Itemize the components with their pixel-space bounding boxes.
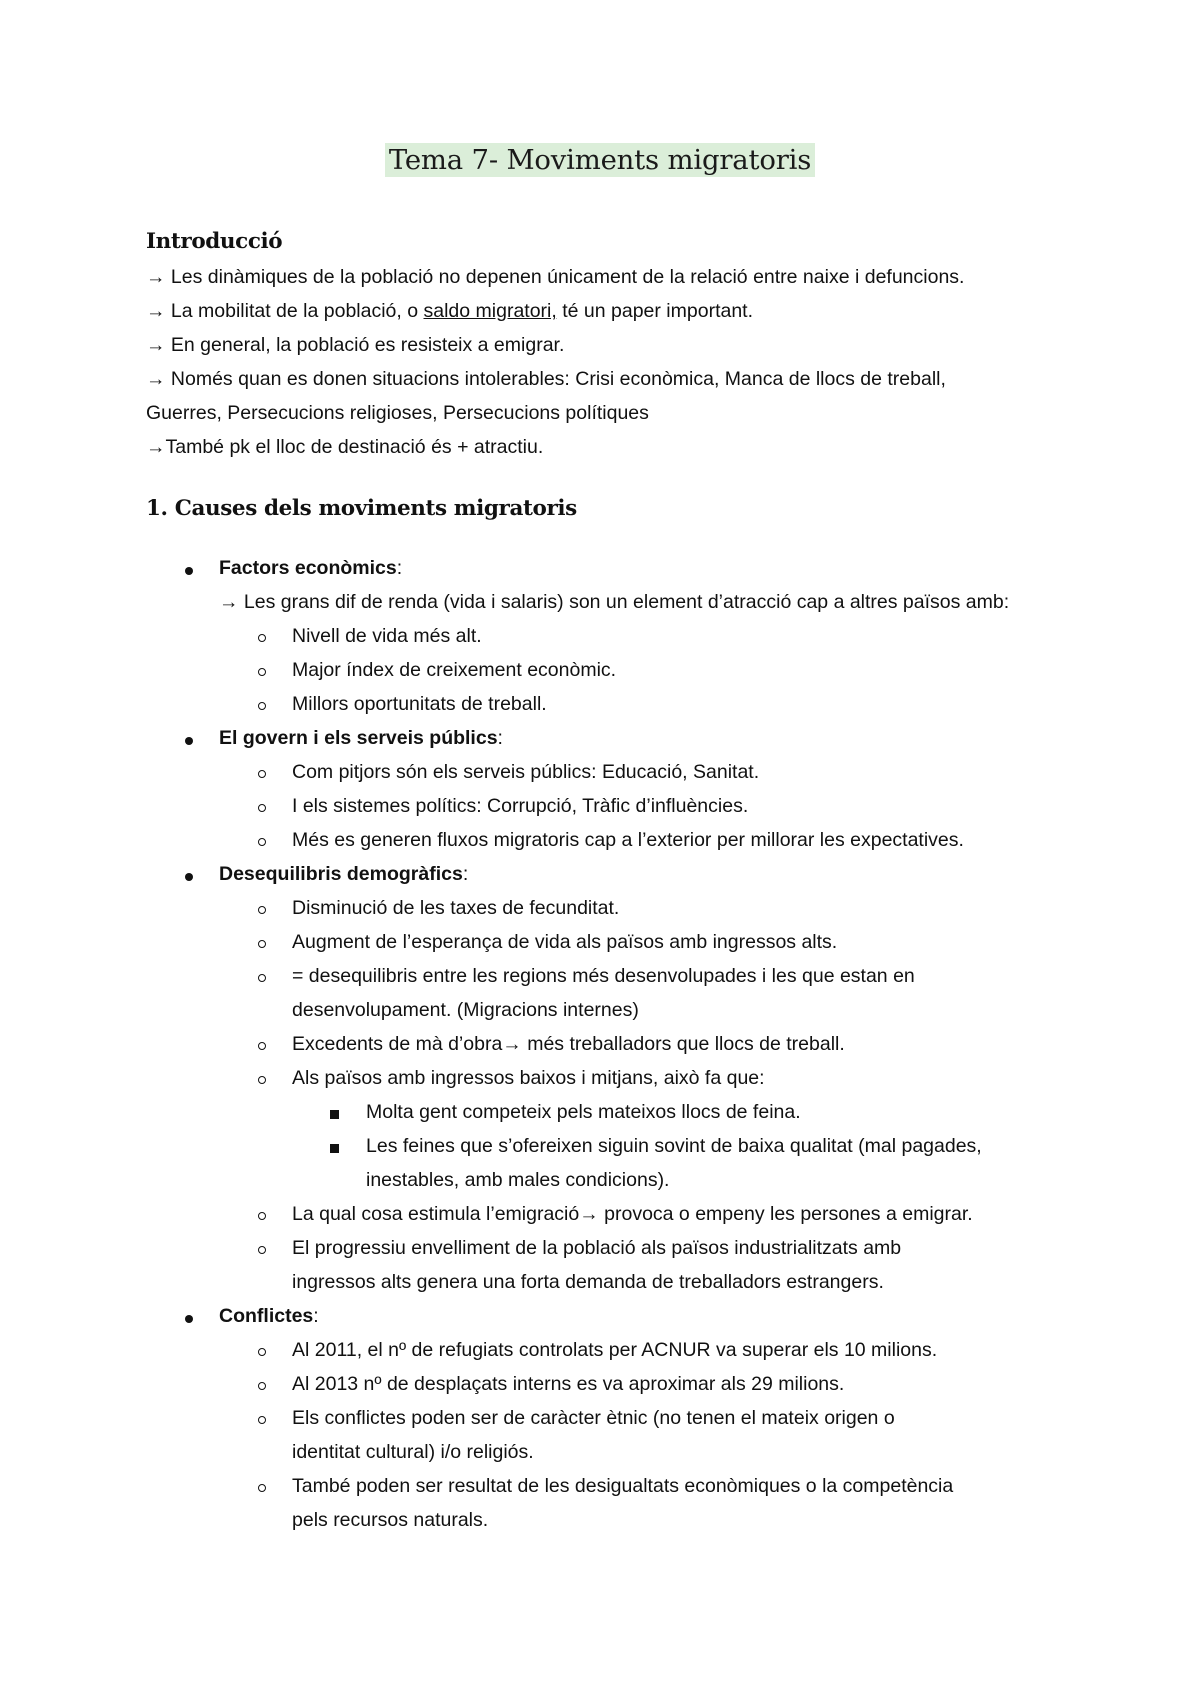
circle-bullet-icon (258, 702, 266, 710)
bullet-text (219, 727, 503, 750)
intro-line-2-start: → La mobilitat de la població, o (146, 300, 424, 322)
section1-heading: 1. Causes dels moviments migratoris (146, 496, 577, 521)
list-item-text: També poden ser resultat de les desigualtats econòmiques o la competència (292, 1475, 954, 1497)
list-item-text: El progressiu envelliment de la població als països industrialitzats amb (292, 1237, 902, 1259)
bullet-dot-icon (185, 737, 193, 745)
list-item-text: Millors oportunitats de treball. (292, 693, 547, 715)
sub-list-item-continuation: inestables, amb males condicions). (366, 1169, 670, 1191)
list-item-continuation: pels recursos naturals. (292, 1509, 489, 1531)
intro-line-3: → En general, la població es resisteix a emigrar. (146, 334, 565, 356)
bullet-dot-icon (185, 1315, 193, 1323)
circle-bullet-icon (258, 770, 266, 778)
list-item-text: Major índex de creixement econòmic. (292, 659, 617, 681)
list-item-text: Els conflictes poden ser de caràcter ètnic (no tenen el mateix origen o (292, 1407, 895, 1429)
circle-bullet-icon (258, 1042, 266, 1050)
circle-bullet-icon (258, 1484, 266, 1492)
list-item-text: Disminució de les taxes de fecunditat. (292, 897, 620, 919)
intro-line-2-end: té un paper important. (556, 300, 754, 322)
circle-bullet-icon (258, 1348, 266, 1356)
factors-arrow-line: → Les grans dif de renda (vida i salaris) son un element d’atracció cap a altres països amb: (219, 591, 1010, 613)
bullet-dot-icon (185, 873, 193, 881)
list-item-text: Com pitjors són els serveis públics: Educació, Sanitat. (292, 761, 760, 783)
list-item-text: Excedents de mà d’obra→ més treballadors que llocs de treball. (292, 1033, 845, 1055)
square-bullet-icon (330, 1110, 339, 1119)
intro-line-2 (146, 300, 753, 323)
square-bullet-icon (330, 1144, 339, 1153)
saldo-migratori-term: saldo migratori, (423, 300, 557, 322)
list-item-text: La qual cosa estimula l’emigració→ provoca o empeny les persones a emigrar. (292, 1203, 973, 1225)
circle-bullet-icon (258, 906, 266, 914)
circle-bullet-icon (258, 1076, 266, 1084)
list-item-continuation: desenvolupament. (Migracions internes) (292, 999, 639, 1021)
circle-bullet-icon (258, 804, 266, 812)
govern-colon: : (497, 727, 503, 749)
desequilibris-label: Desequilibris demogràfics (219, 863, 463, 885)
title-wrapper (0, 143, 1200, 177)
circle-bullet-icon (258, 1382, 266, 1390)
list-item-text: Al 2011, el nº de refugiats controlats per ACNUR va superar els 10 milions. (292, 1339, 938, 1361)
page-title: Tema 7- Moviments migratoris (385, 143, 815, 177)
conflictes-label: Conflictes (219, 1305, 314, 1327)
list-item-text: Augment de l’esperança de vida als països amb ingressos alts. (292, 931, 838, 953)
intro-line-1: → Les dinàmiques de la població no depenen únicament de la relació entre naixe i defuncions. (146, 266, 965, 288)
intro-heading: Introducció (146, 229, 283, 254)
circle-bullet-icon (258, 668, 266, 676)
circle-bullet-icon (258, 974, 266, 982)
list-item-text: Als països amb ingressos baixos i mitjans, això fa que: (292, 1067, 765, 1089)
conflictes-colon: : (313, 1305, 319, 1327)
bullet-text (219, 1305, 319, 1328)
factors-label: Factors econòmics (219, 557, 397, 579)
list-item-text: Nivell de vida més alt. (292, 625, 482, 647)
desequilibris-colon: : (462, 863, 469, 885)
intro-line-4: → Només quan es donen situacions intolerables: Crisi econòmica, Manca de llocs de treball, (146, 368, 946, 390)
intro-line-5: →També pk el lloc de destinació és + atractiu. (146, 436, 544, 458)
list-item-text: I els sistemes polítics: Corrupció, Tràfic d’influències. (292, 795, 749, 817)
circle-bullet-icon (258, 1246, 266, 1254)
sub-list-item-text: Molta gent competeix pels mateixos llocs de feina. (366, 1101, 801, 1123)
circle-bullet-icon (258, 634, 266, 642)
list-item-continuation: ingressos alts genera una forta demanda de treballadors estrangers. (292, 1271, 884, 1293)
list-item-text: Al 2013 nº de desplaçats interns es va aproximar als 29 milions. (292, 1373, 845, 1395)
circle-bullet-icon (258, 1416, 266, 1424)
circle-bullet-icon (258, 1212, 266, 1220)
bullet-text (219, 863, 468, 886)
bullet-text (219, 557, 402, 580)
govern-label: El govern i els serveis públics (219, 727, 498, 749)
intro-line-4-cont: Guerres, Persecucions religioses, Persecucions polítiques (146, 402, 649, 424)
list-item-text: Més es generen fluxos migratoris cap a l’exterior per millorar les expectatives. (292, 829, 964, 851)
list-item-continuation: identitat cultural) i/o religiós. (292, 1441, 534, 1463)
factors-colon: : (396, 557, 403, 579)
circle-bullet-icon (258, 838, 266, 846)
list-item-text: = desequilibris entre les regions més desenvolupades i les que estan en (292, 965, 915, 987)
circle-bullet-icon (258, 940, 266, 948)
bullet-dot-icon (185, 567, 193, 575)
sub-list-item-text: Les feines que s’ofereixen siguin sovint de baixa qualitat (mal pagades, (366, 1135, 982, 1157)
